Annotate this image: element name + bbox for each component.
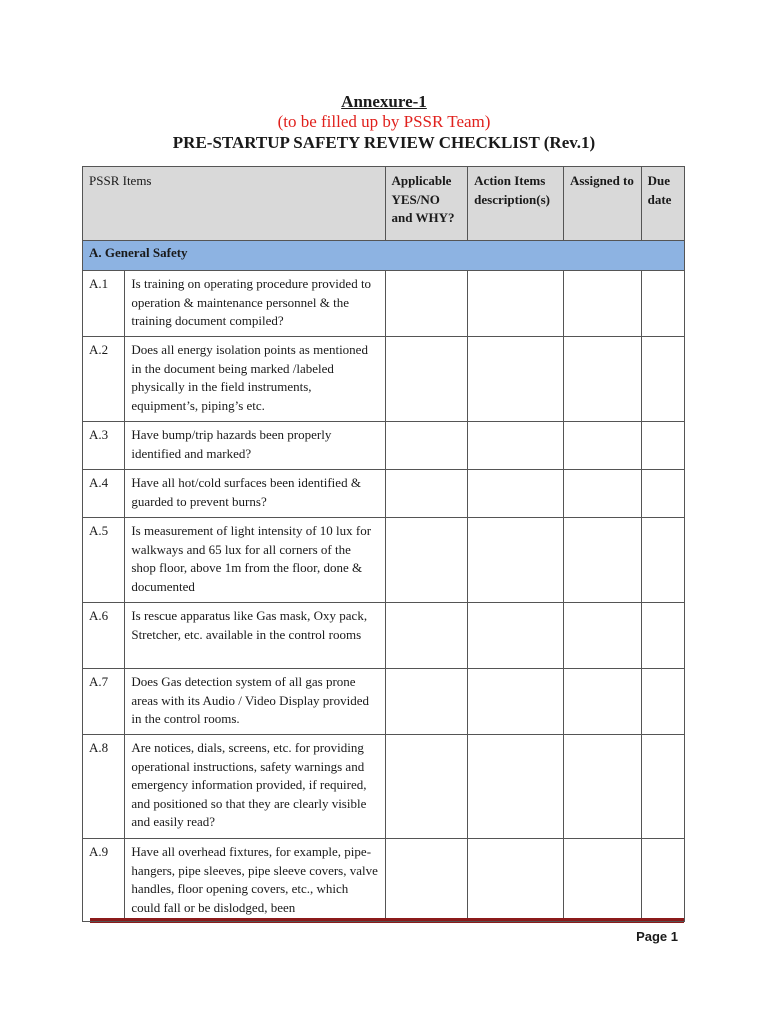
table-row [83,735,685,839]
table-row [83,422,685,470]
row-code: A.8 [83,735,125,839]
table-row [83,518,685,603]
row-code: A.7 [83,669,125,735]
table-row [83,603,685,669]
row-item-text: Have all hot/cold surfaces been identified & guarded to prevent burns? [125,470,385,518]
action-items-cell[interactable] [468,603,564,669]
assigned-to-cell[interactable] [563,603,641,669]
applicable-cell[interactable] [385,337,468,422]
row-code: A.6 [83,603,125,669]
assigned-to-cell[interactable] [563,337,641,422]
due-date-cell[interactable] [641,337,684,422]
col-assigned-to: Assigned to [563,167,641,241]
due-date-cell[interactable] [641,669,684,735]
assigned-to-cell[interactable] [563,735,641,839]
checklist-title: PRE-STARTUP SAFETY REVIEW CHECKLIST (Rev.1) [172,133,596,152]
assigned-to-cell[interactable] [563,470,641,518]
section-general-safety: A. General Safety [83,241,685,271]
table-row [83,271,685,337]
assigned-to-cell[interactable] [563,669,641,735]
section-row [83,241,685,271]
row-code: A.3 [83,422,125,470]
applicable-cell[interactable] [385,470,468,518]
row-item-text: Are notices, dials, screens, etc. for providing operational instructions, safety warnings and emergency information provided, if required, and positioned so that they are clearly visible and easily read? [125,735,385,839]
row-code: A.5 [83,518,125,603]
applicable-cell[interactable] [385,669,468,735]
annexure-label: Annexure-1 [341,92,427,111]
filled-by-note: (to be filled up by PSSR Team) [277,112,491,131]
table-row [83,337,685,422]
assigned-to-cell[interactable] [563,422,641,470]
action-items-cell[interactable] [468,839,564,922]
assigned-to-cell[interactable] [563,271,641,337]
due-date-cell[interactable] [641,422,684,470]
due-date-cell[interactable] [641,735,684,839]
pssr-checklist-table [82,166,685,922]
row-code: A.4 [83,470,125,518]
applicable-cell[interactable] [385,735,468,839]
row-item-text: Is rescue apparatus like Gas mask, Oxy pack, Stretcher, etc. available in the control rooms [125,603,385,669]
row-code: A.9 [83,839,125,922]
col-pssr-items: PSSR Items [83,167,386,241]
row-code: A.2 [83,337,125,422]
assigned-to-cell[interactable] [563,839,641,922]
action-items-cell[interactable] [468,735,564,839]
table-header-row [83,167,685,241]
action-items-cell[interactable] [468,422,564,470]
footer-rule-thin [90,922,684,923]
due-date-cell[interactable] [641,518,684,603]
due-date-cell[interactable] [641,839,684,922]
row-code: A.1 [83,271,125,337]
row-item-text: Does all energy isolation points as mentioned in the document being marked /labeled physically in the field instruments, equipment’s, piping’s etc. [125,337,385,422]
row-item-text: Is training on operating procedure provided to operation & maintenance personnel & the training document compiled? [125,271,385,337]
table-row [83,470,685,518]
action-items-cell[interactable] [468,669,564,735]
table-row [83,669,685,735]
due-date-cell[interactable] [641,603,684,669]
action-items-cell[interactable] [468,518,564,603]
row-item-text: Have bump/trip hazards been properly identified and marked? [125,422,385,470]
assigned-to-cell[interactable] [563,518,641,603]
col-applicable: Applicable YES/NO and WHY? [385,167,468,241]
applicable-cell[interactable] [385,603,468,669]
row-item-text: Does Gas detection system of all gas prone areas with its Audio / Video Display provided in the control rooms. [125,669,385,735]
row-item-text: Is measurement of light intensity of 10 lux for walkways and 65 lux for all corners of the shop floor, above 1m from the floor, done & documented [125,518,385,603]
document-header [0,92,768,154]
due-date-cell[interactable] [641,470,684,518]
applicable-cell[interactable] [385,518,468,603]
col-due-date: Due date [641,167,684,241]
row-item-text: Have all overhead fixtures, for example, pipe-hangers, pipe sleeves, pipe sleeve covers, valve handles, floor opening covers, etc., which could fall or be dislodged, been [125,839,385,922]
due-date-cell[interactable] [641,271,684,337]
applicable-cell[interactable] [385,839,468,922]
footer-rule [90,918,684,921]
action-items-cell[interactable] [468,271,564,337]
col-action-items: Action Items description(s) [468,167,564,241]
applicable-cell[interactable] [385,422,468,470]
action-items-cell[interactable] [468,337,564,422]
table-row [83,839,685,922]
applicable-cell[interactable] [385,271,468,337]
action-items-cell[interactable] [468,470,564,518]
page-number: Page 1 [636,929,678,944]
